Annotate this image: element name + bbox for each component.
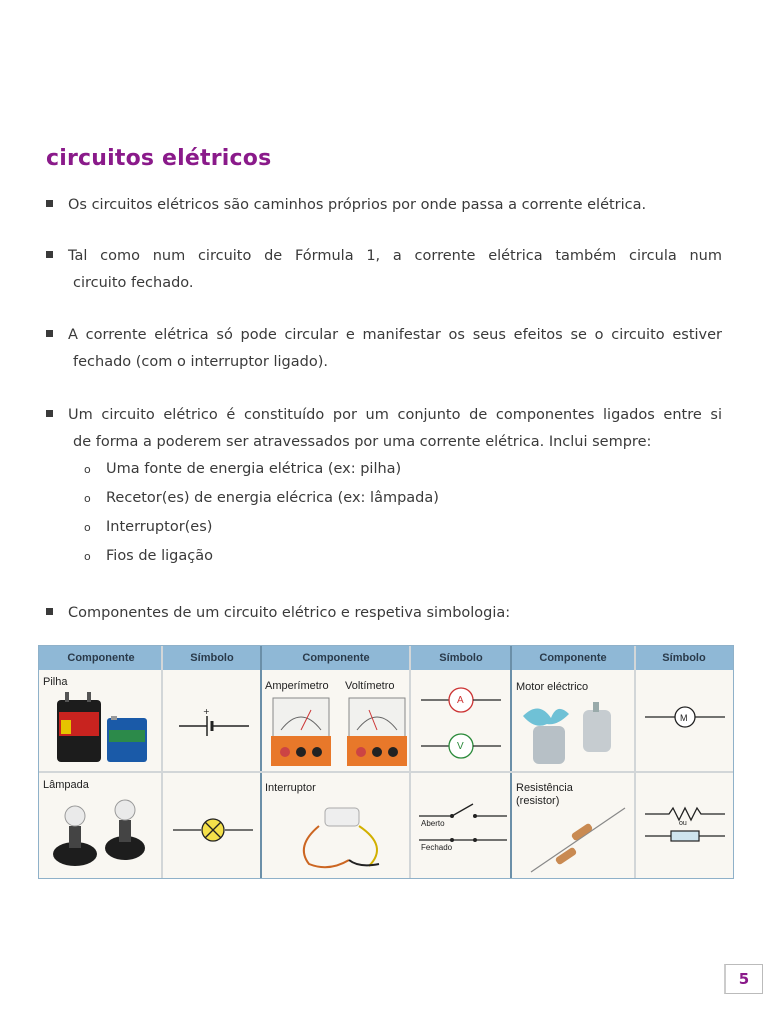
- header-symbol: Símbolo: [439, 652, 483, 664]
- column-divider: [260, 646, 262, 878]
- lamp-symbol-icon: [173, 816, 253, 844]
- row-divider: [39, 771, 733, 773]
- list-item: [46, 402, 722, 456]
- sub-list-item: o Fios de ligação: [84, 542, 439, 571]
- sub-list-item: o Uma fonte de energia elétrica (ex: pilha): [84, 455, 439, 484]
- list-item: [46, 322, 722, 376]
- bullet-marker: [46, 251, 53, 258]
- resistor-picture: [525, 806, 629, 876]
- switch-closed-label: Fechado: [421, 843, 453, 852]
- voltmeter-letter: V: [457, 741, 464, 752]
- resistor-alt-label: ou: [679, 820, 687, 827]
- svg-text:+: +: [203, 707, 210, 716]
- sub-list-item: o Recetor(es) de energia elécrica (ex: lâmpada): [84, 484, 439, 513]
- list-item: [46, 600, 722, 627]
- page-title: circuitos elétricos: [46, 146, 272, 171]
- label-lampada: Lâmpada: [43, 779, 89, 791]
- bullet-marker: [46, 608, 53, 615]
- label-motor: Motor eléctrico: [516, 681, 589, 693]
- sub-list: [84, 455, 439, 571]
- column-divider: [409, 646, 411, 878]
- bullet-text: Um circuito elétrico é constituído por um conjunto de componentes ligados entre si: [68, 407, 722, 423]
- sub-marker: o: [84, 463, 91, 476]
- components-table: [38, 645, 734, 879]
- sub-list-item: o Interruptor(es): [84, 513, 439, 542]
- header-component: Componente: [67, 652, 135, 664]
- column-divider: [634, 646, 636, 878]
- label-interruptor: Interruptor: [265, 782, 316, 794]
- page-number: 5: [724, 964, 763, 994]
- bullet-text-cont: circuito fechado.: [73, 275, 194, 291]
- label-pilha: Pilha: [43, 676, 68, 688]
- header-component: Componente: [302, 652, 370, 664]
- column-divider: [510, 646, 512, 878]
- ammeter-letter: A: [457, 695, 464, 706]
- bullet-text: Tal como num circuito de Fórmula 1, a corrente elétrica também circula num: [68, 248, 722, 264]
- bullet-text: A corrente elétrica só pode circular e manifestar os seus efeitos se o circuito estiver: [68, 327, 722, 343]
- bullet-marker: [46, 200, 53, 207]
- switch-picture: [289, 806, 405, 876]
- battery-picture: [49, 690, 159, 766]
- column-divider: [161, 646, 163, 878]
- label-resistor: (resistor): [516, 795, 560, 807]
- sub-marker: o: [84, 550, 91, 563]
- meters-picture: [269, 696, 409, 768]
- lamp-picture: [51, 792, 151, 870]
- label-voltimetro: Voltímetro: [345, 680, 395, 692]
- label-amperimetro: Amperímetro: [265, 680, 329, 692]
- bullet-text: Os circuitos elétricos são caminhos próprios por onde passa a corrente elétrica.: [68, 197, 647, 213]
- bullet-text-cont: de forma a poderem ser atravessados por uma corrente elétrica. Inclui sempre:: [73, 434, 652, 450]
- motor-picture: [517, 696, 627, 768]
- bullet-text: Componentes de um circuito elétrico e respetiva simbologia:: [68, 605, 511, 621]
- switch-open-label: Aberto: [421, 819, 445, 828]
- header-symbol: Símbolo: [662, 652, 706, 664]
- list-item: [46, 243, 722, 297]
- bullet-marker: [46, 330, 53, 337]
- sub-marker: o: [84, 492, 91, 505]
- motor-letter: M: [680, 713, 688, 723]
- label-resistencia: Resistência: [516, 782, 573, 794]
- battery-symbol-icon: [179, 706, 249, 746]
- list-item: [46, 192, 722, 219]
- sub-marker: o: [84, 521, 91, 534]
- bullet-marker: [46, 410, 53, 417]
- header-component: Componente: [539, 652, 607, 664]
- header-symbol: Símbolo: [190, 652, 234, 664]
- bullet-text-cont: fechado (com o interruptor ligado).: [73, 354, 328, 370]
